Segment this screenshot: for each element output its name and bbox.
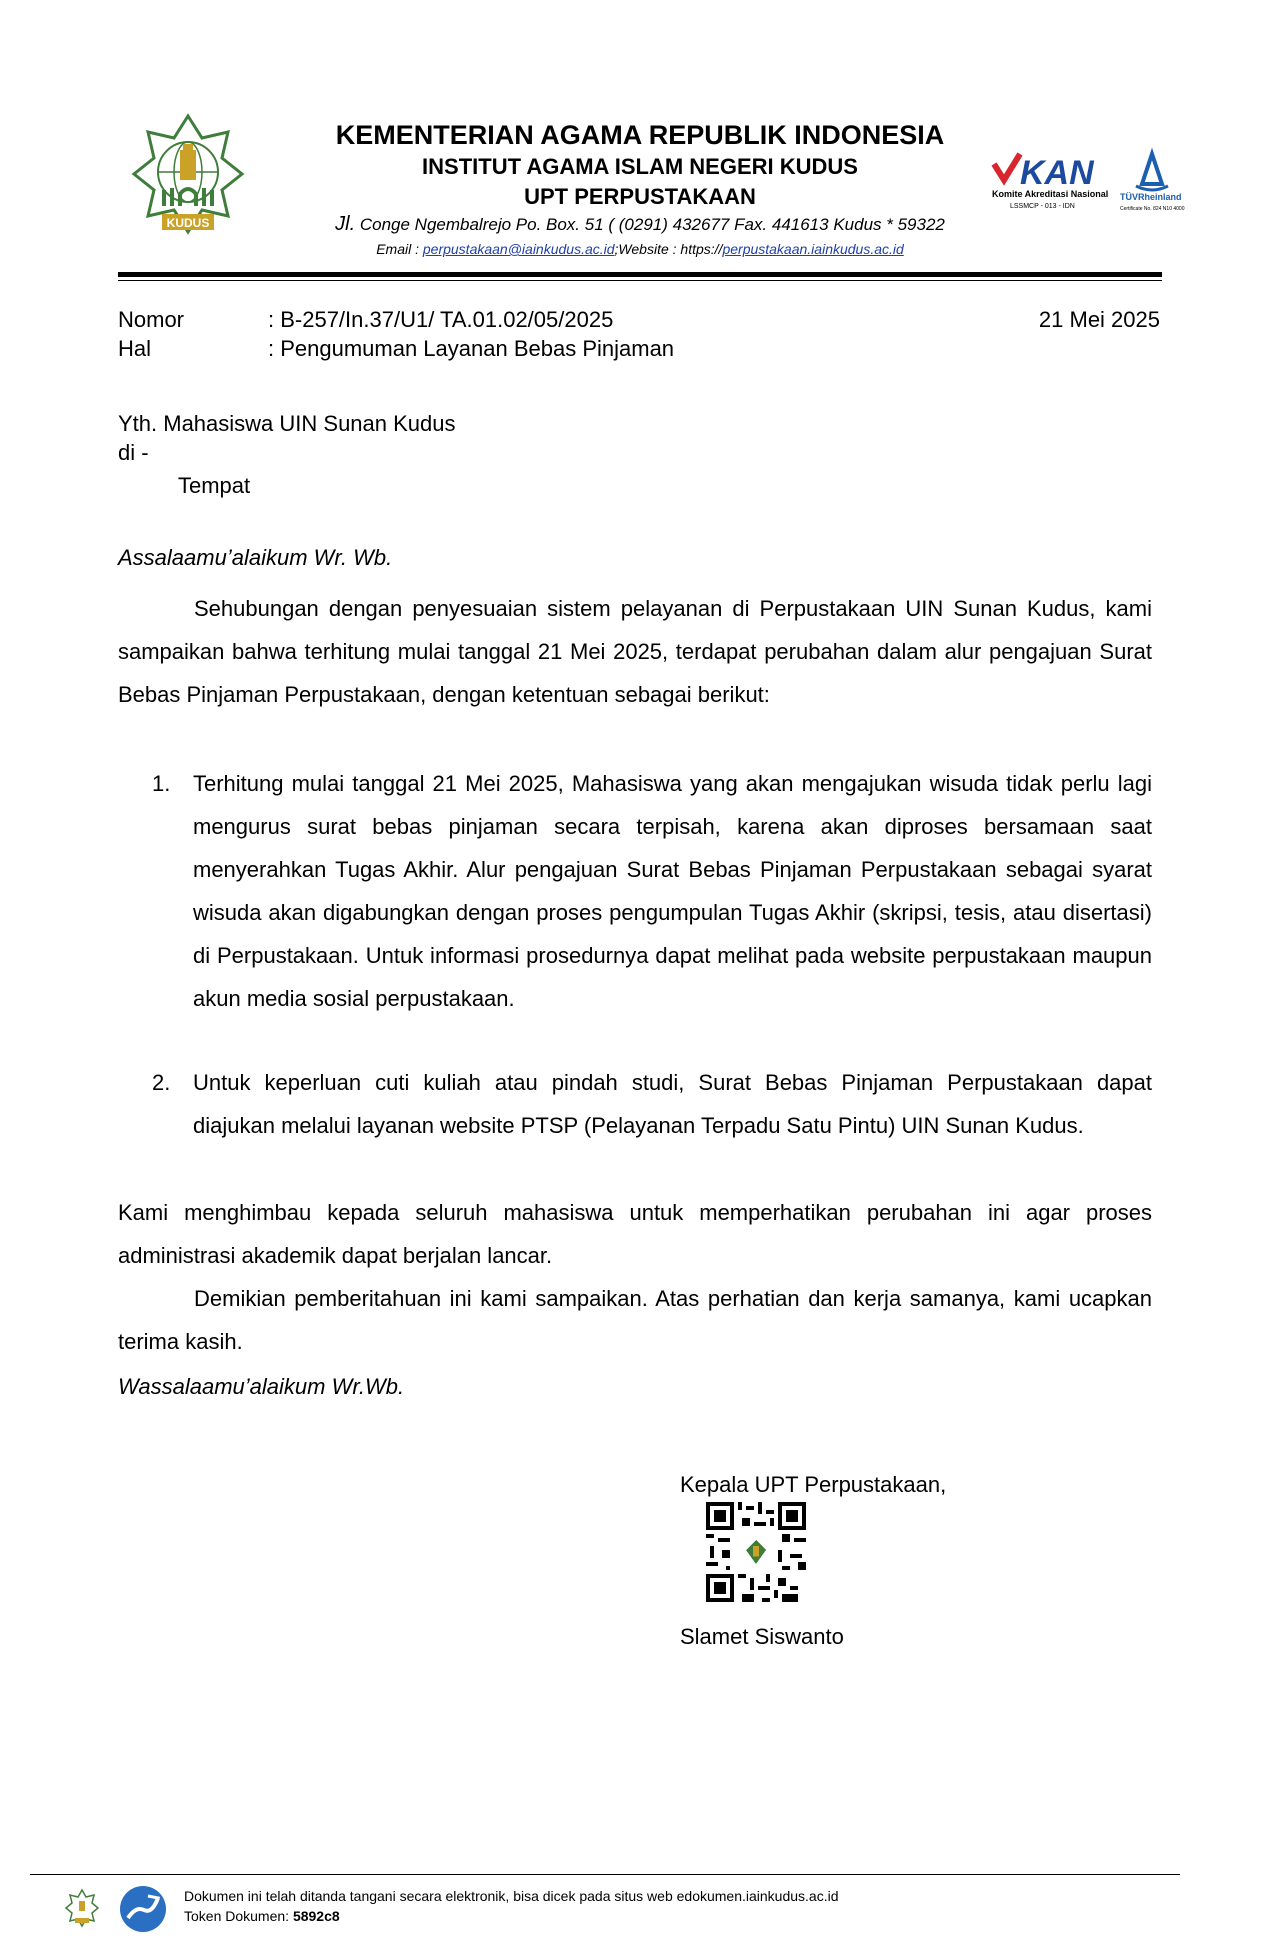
nomor-label: Nomor <box>118 307 185 332</box>
email-link[interactable]: perpustakaan@iainkudus.ac.id <box>422 241 615 257</box>
signature-title: Kepala UPT Perpustakaan, <box>680 1472 947 1497</box>
token-label: Token Dokumen: <box>184 1908 293 1924</box>
recipient-place: Tempat <box>178 473 251 498</box>
contact-line <box>290 241 990 257</box>
list-item-number: 2. <box>152 1070 171 1095</box>
list-item-text: Terhitung mulai tanggal 21 Mei 2025, Mahasiswa yang akan mengajukan wisuda tidak perlu lagi mengurus surat bebas pinjaman secara terpisah, karena akan diproses bersamaan saat menyerahkan Tugas Akhir. Alur pengajuan Surat Bebas Pinjaman Perpustakaan sebagai syarat wisuda akan digabungkan dengan proses pengumpulan Tugas Akhir (skripsi, tesis, atau disertasi) di Perpustakaan. Untuk informasi prosedurnya dapat melihat pada website perpustakaan maupun akun media sosial perpustakaan. <box>193 771 1152 1011</box>
intro-paragraph: Sehubungan dengan penyesuaian sistem pelayanan di Perpustakaan UIN Sunan Kudus, kami sampaikan bahwa terhitung mulai tanggal 21 Mei 2025, terdapat perubahan dalam alur pengajuan Surat Bebas Pinjaman Perpustakaan, dengan ketentuan sebagai berikut: <box>118 596 1152 707</box>
footer-token-line <box>184 1906 839 1926</box>
footer-rule <box>30 1874 1180 1875</box>
svg-text:Komite Akreditasi Nasional: Komite Akreditasi Nasional <box>992 189 1109 199</box>
letterhead-rule-thick <box>118 272 1162 277</box>
svg-text:Certificate No. 824 N10 4000: Certificate No. 824 N10 4000 <box>1120 206 1185 212</box>
recipient-di: di - <box>118 440 149 465</box>
footer-text <box>184 1886 839 1926</box>
token-value: 5892c8 <box>292 1908 340 1924</box>
address-text: Conge Ngembalrejo Po. Box. 51 ( (0291) 432677 Fax. 441613 Kudus * 59322 <box>355 215 945 234</box>
institute-logo <box>128 110 248 245</box>
ministry-name: KEMENTERIAN AGAMA REPUBLIK INDONESIA <box>335 120 945 150</box>
greeting: Assalaamu’alaikum Wr. Wb. <box>118 545 393 570</box>
nomor-value: : B-257/In.37/U1/ TA.01.02/05/2025 <box>268 307 614 332</box>
kan-logo <box>990 150 1115 212</box>
footer-verification-note: Dokumen ini telah ditanda tangani secara elektronik, bisa dicek pada situs web edokumen.iainkudus.ac.id <box>184 1888 839 1904</box>
svg-text:KAN: KAN <box>1020 154 1094 192</box>
svg-text:TÜVRheinland: TÜVRheinland <box>1120 192 1182 202</box>
tuv-logo <box>1118 146 1186 214</box>
website-link[interactable]: perpustakaan.iainkudus.ac.id <box>722 241 904 257</box>
list-item-text: Untuk keperluan cuti kuliah atau pindah studi, Surat Bebas Pinjaman Perpustakaan dapat diajukan melalui layanan website PTSP (Pelayanan Terpadu Satu Pintu) UIN Sunan Kudus. <box>193 1070 1152 1138</box>
letter-date: 21 Mei 2025 <box>1038 307 1160 332</box>
closing-paragraph: Demikian pemberitahuan ini kami sampaikan. Atas perhatian dan kerja samanya, kami ucapkan terima kasih. <box>118 1286 1152 1354</box>
signatory-name: Slamet Siswanto <box>680 1624 844 1649</box>
svg-text:KUDUS: KUDUS <box>166 216 210 230</box>
recipient-line: Yth. Mahasiswa UIN Sunan Kudus <box>118 411 456 436</box>
hal-label: Hal <box>118 336 152 361</box>
address-line <box>290 213 990 236</box>
address-prefix: Jl. <box>335 213 356 235</box>
institute-name: INSTITUT AGAMA ISLAM NEGERI KUDUS <box>422 154 858 179</box>
letterhead-rule-thin <box>118 280 1162 281</box>
hal-value: : Pengumuman Layanan Bebas Pinjaman <box>268 336 675 361</box>
signature-qr-code <box>706 1502 806 1602</box>
appeal-paragraph: Kami menghimbau kepada seluruh mahasiswa untuk memperhatikan perubahan ini agar proses administrasi akademik dapat berjalan lancar. <box>118 1200 1152 1268</box>
footer-institute-logo <box>64 1888 100 1928</box>
list-item-number: 1. <box>152 771 171 796</box>
farewell: Wassalaamu’alaikum Wr.Wb. <box>118 1374 405 1399</box>
e-signature-icon <box>118 1884 168 1934</box>
unit-name: UPT PERPUSTAKAAN <box>524 184 756 209</box>
email-label: Email : <box>376 241 423 257</box>
website-label: ;Website : https:// <box>614 241 723 257</box>
svg-text:LSSMCP - 013 - IDN: LSSMCP - 013 - IDN <box>1010 203 1075 210</box>
